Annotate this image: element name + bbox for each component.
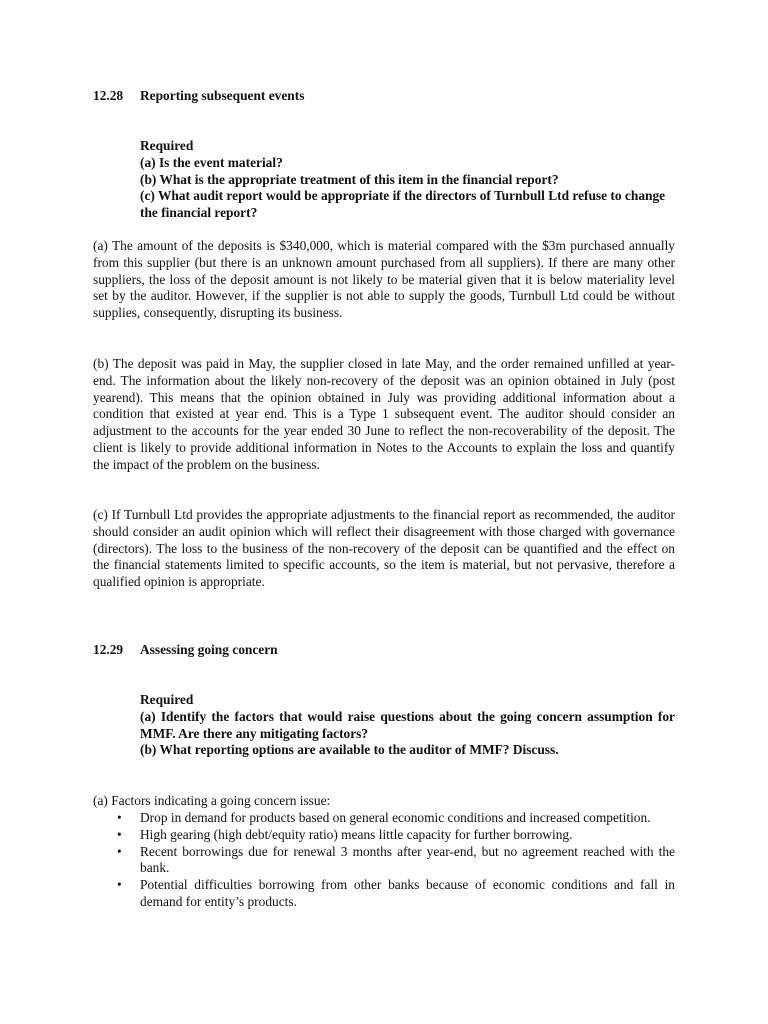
answer-a-paragraph: (a) The amount of the deposits is $340,000, which is material compared with the $3m purchased annually from this supplier (but there is an unknown amount purchased from all suppliers). If there are many other suppliers, the loss of the deposit amount is not likely to be material given that it is below materiality level set by the auditor. However, if the supplier is not able to supply the goods, Turnbull Ltd could be without supplies, consequently, disrupting its business. xyxy=(93,238,675,321)
list-item: • Drop in demand for products based on general economic conditions and increased competition. xyxy=(117,810,675,827)
section-title: Reporting subsequent events xyxy=(140,88,305,103)
section-number: 12.29 xyxy=(93,642,124,657)
question-a: (a) Identify the factors that would raise questions about the going concern assumption for MMF. Are there any mitigating factors? xyxy=(140,708,675,741)
question-a: (a) Is the event material? xyxy=(140,154,283,170)
list-item: • Potential difficulties borrowing from other banks because of economic conditions and fall in demand for entity’s products. xyxy=(117,877,675,911)
section-heading-12-29 xyxy=(93,642,675,659)
answer-c-paragraph: (c) If Turnbull Ltd provides the appropriate adjustments to the financial report as recommended, the auditor should consider an audit opinion which will reflect their disagreement with those charged with governance (directors). The loss to the business of the non-recovery of the deposit can be quantified and the effect on the financial statements limited to specific accounts, so the item is material, but not pervasive, therefore a qualified opinion is appropriate. xyxy=(93,507,675,590)
section-number: 12.28 xyxy=(93,88,124,103)
list-item: • High gearing (high debt/equity ratio) means little capacity for further borrowing. xyxy=(117,827,675,844)
list-item: • Recent borrowings due for renewal 3 months after year-end, but no agreement reached with the bank. xyxy=(117,844,675,878)
factors-list xyxy=(117,810,675,911)
required-label: Required xyxy=(140,138,194,153)
answer-b-paragraph: (b) The deposit was paid in May, the supplier closed in late May, and the order remained unfilled at year-end. The information about the likely non-recovery of the deposit was an opinion obtained in July (post yearend). This means that the opinion obtained in July was providing additional information about a condition that existed at year end. This is a Type 1 subsequent event. The auditor should consider an adjustment to the accounts for the year ended 30 June to reflect the non-recoverability of the deposit. The client is likely to provide additional information in Notes to the Accounts to explain the loss and quantify the impact of the problem on the business. xyxy=(93,356,675,472)
section-heading-12-28 xyxy=(93,88,675,105)
required-block-12-28 xyxy=(140,138,675,222)
factors-intro: (a) Factors indicating a going concern issue: xyxy=(93,793,331,808)
required-label: Required xyxy=(140,692,194,707)
question-c: (c) What audit report would be appropriate if the directors of Turnbull Ltd refuse to change the financial report? xyxy=(140,188,666,221)
question-b: (b) What reporting options are available to the auditor of MMF? Discuss. xyxy=(140,742,559,758)
section-title: Assessing going concern xyxy=(140,642,278,657)
question-b: (b) What is the appropriate treatment of this item in the financial report? xyxy=(140,171,559,187)
required-block-12-29 xyxy=(140,692,675,759)
